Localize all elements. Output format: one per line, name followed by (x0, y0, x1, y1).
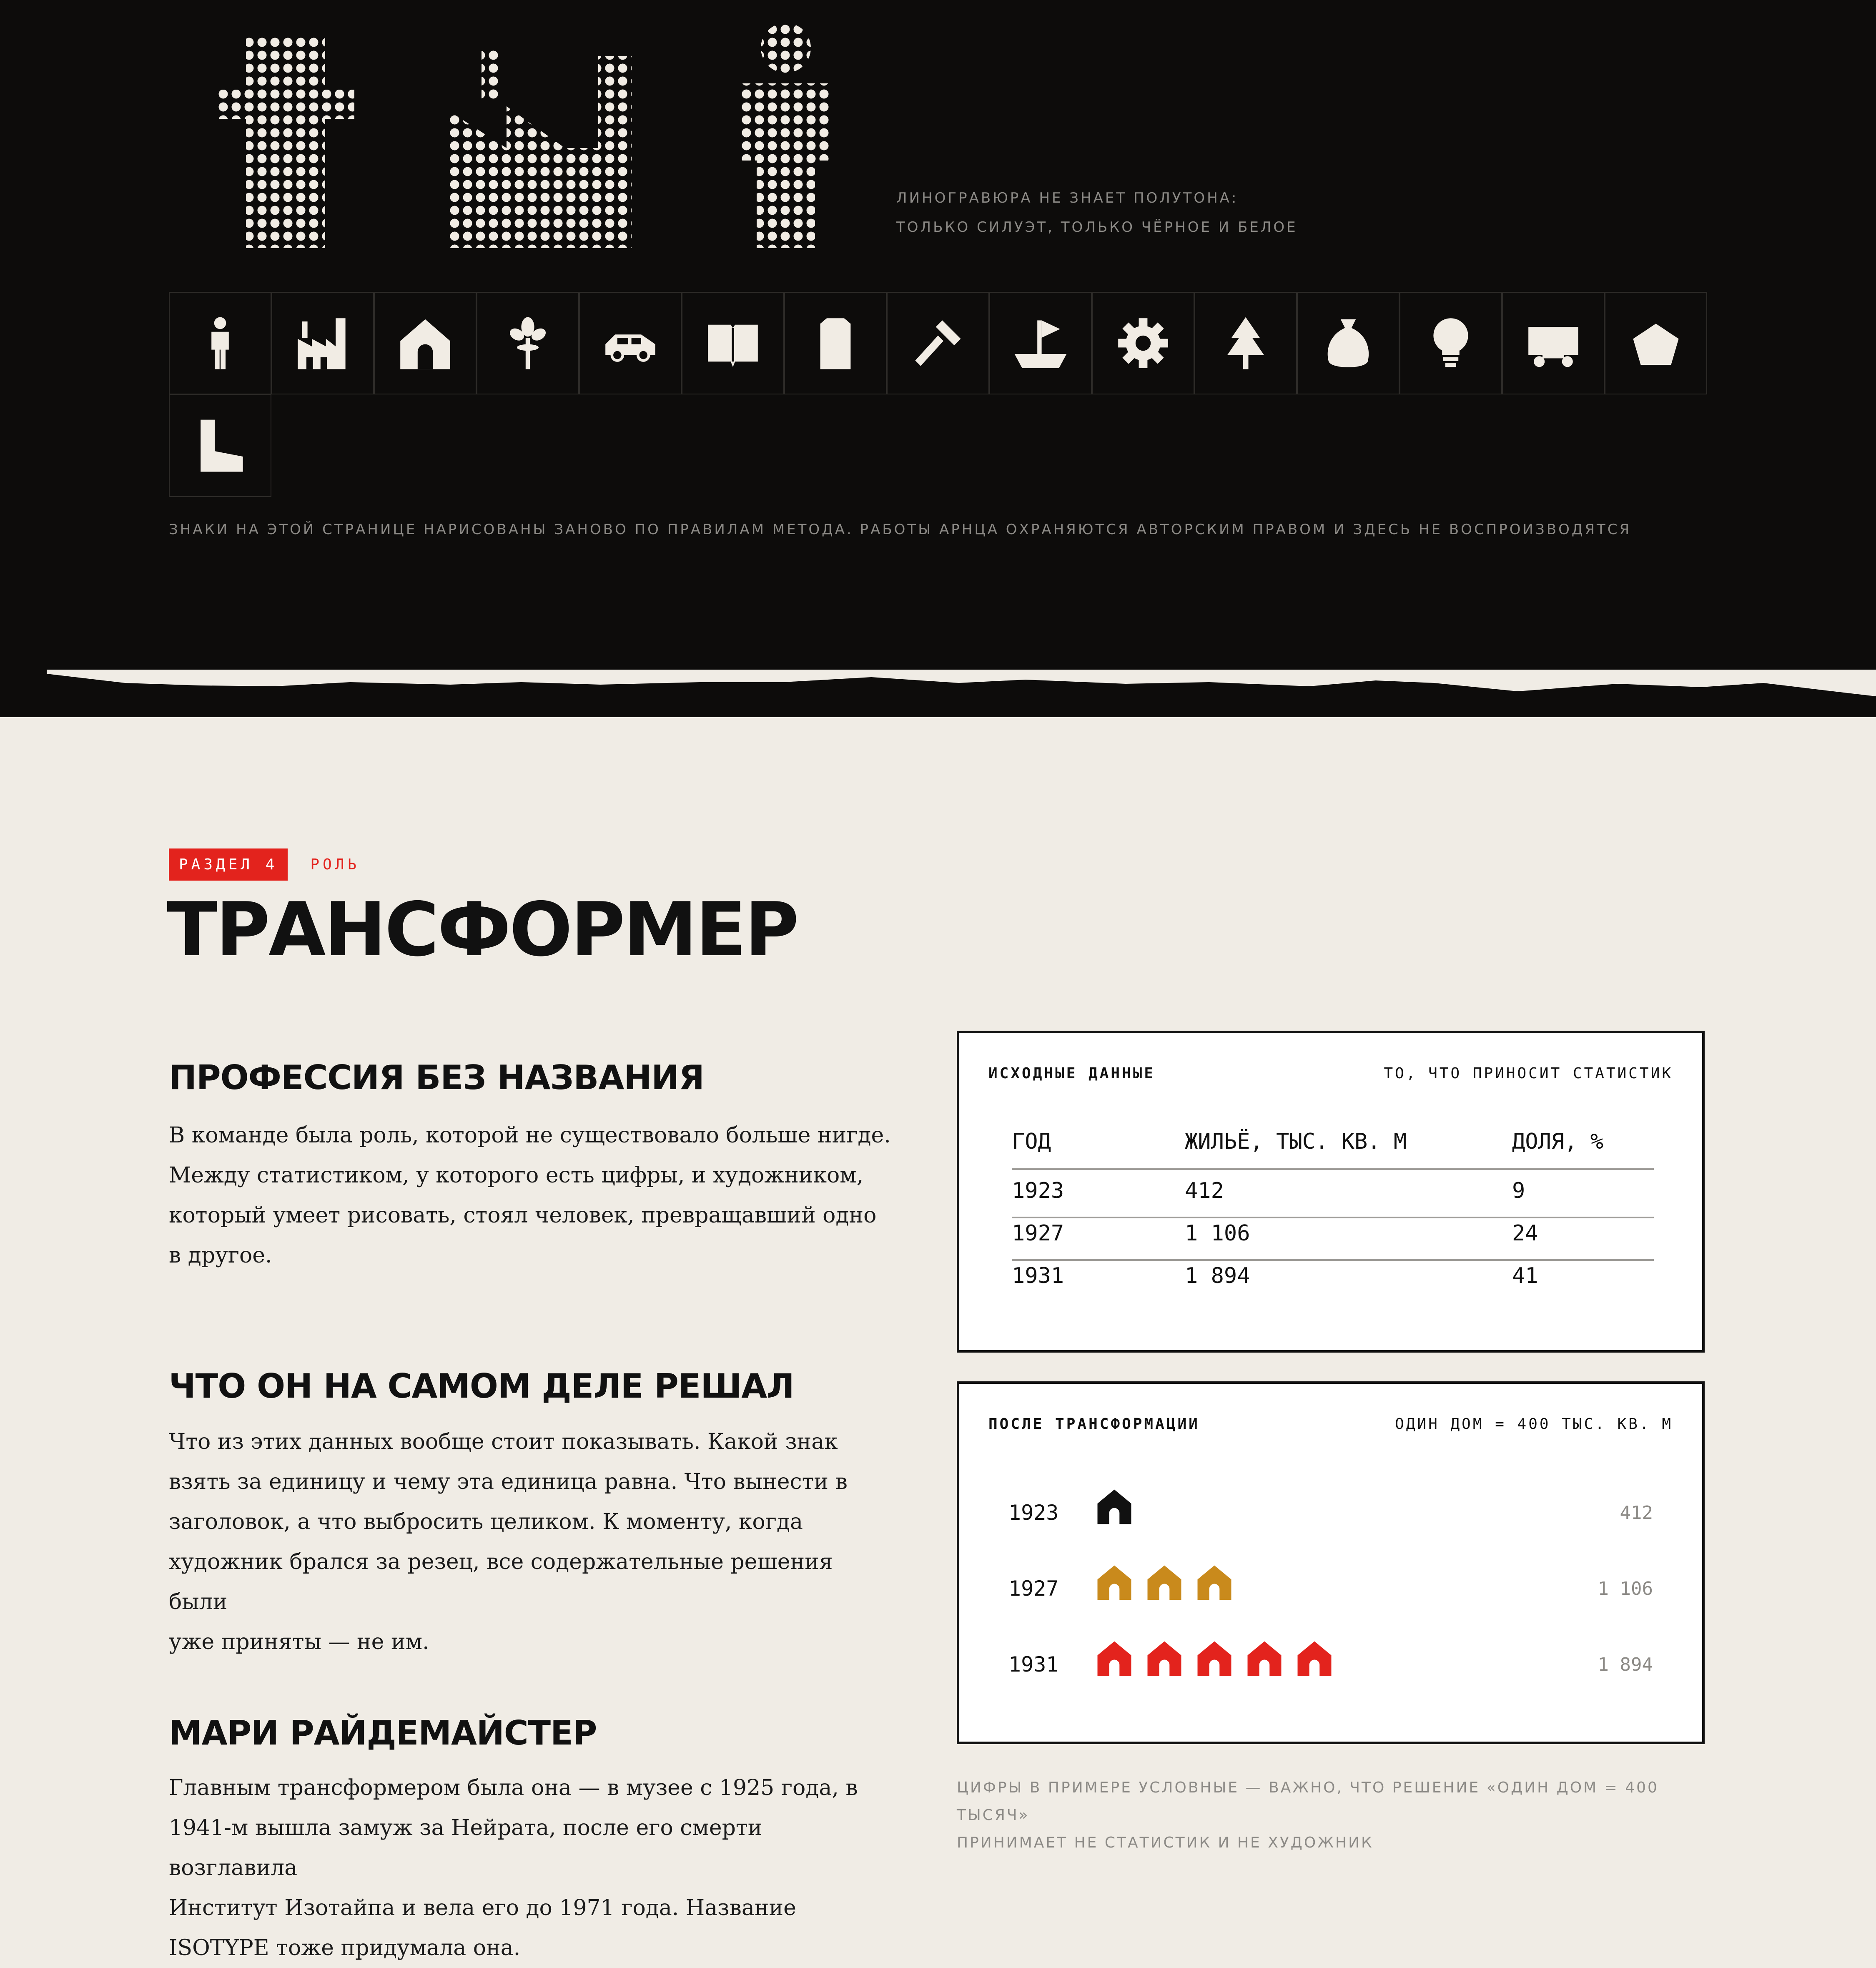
factory-icon (271, 292, 374, 394)
pentagon-icon (1605, 292, 1707, 394)
icon-grid (169, 292, 1707, 497)
column-header-share: ДОЛЯ, % (1512, 1129, 1604, 1154)
halftone-caption-line2: ТОЛЬКО СИЛУЭТ, ТОЛЬКО ЧЁРНОЕ И БЕЛОЕ (896, 219, 1298, 236)
source-card-note: ТО, ЧТО ПРИНОСИТ СТАТИСТИК (1384, 1065, 1673, 1082)
table-divider (1012, 1168, 1654, 1170)
house-icon (1096, 1488, 1133, 1525)
house-icon (1146, 1640, 1183, 1677)
house-icon (1246, 1640, 1283, 1677)
gear-icon (1092, 292, 1194, 394)
column-header-housing: ЖИЛЬЁ, ТЫС. КВ. М (1185, 1129, 1407, 1154)
pictogram-card (957, 1381, 1705, 1744)
table-cell: 41 (1512, 1263, 1538, 1288)
text-line: в другое. (169, 1243, 272, 1268)
shirt-icon (784, 292, 887, 394)
ship-icon (989, 292, 1092, 394)
pictogram-card-note: ОДИН ДОМ = 400 ТЫС. КВ. М (1395, 1416, 1673, 1433)
text-line: художник брался за резец, все содержательные решения были (169, 1549, 833, 1614)
torn-edge-divider (0, 663, 1876, 717)
house-icon (374, 292, 477, 394)
plant-icon (477, 292, 579, 394)
block-heading-reidemeister: МАРИ РАЙДЕМАЙСТЕР (169, 1714, 597, 1752)
text-line: который умеет рисовать, стоял человек, превращавший одно (169, 1203, 877, 1228)
wagon-icon (1502, 292, 1605, 394)
pictogram-row (959, 1564, 1702, 1610)
house-pictograms (1096, 1488, 1146, 1525)
text-line: уже приняты — не им. (169, 1629, 429, 1654)
text-line: В команде была роль, которой не существовало больше нигде. (169, 1123, 891, 1148)
copyright-footnote: ЗНАКИ НА ЭТОЙ СТРАНИЦЕ НАРИСОВАНЫ ЗАНОВО ПО ПРАВИЛАМ МЕТОДА. РАБОТЫ АРНЦА ОХРАНЯЮТСЯ АВТОРСКИМ ПРАВОМ И ЗДЕСЬ НЕ ВОСПРОИЗВОДЯТСЯ (169, 521, 1632, 538)
book-icon (682, 292, 784, 394)
pictogram-card-label: ПОСЛЕ ТРАНСФОРМАЦИИ (988, 1416, 1200, 1433)
source-card-label: ИСХОДНЫЕ ДАННЫЕ (988, 1065, 1156, 1082)
boot-icon (169, 394, 271, 497)
car-icon (579, 292, 682, 394)
text-line: заголовок, а что выбросить целиком. К моменту, когда (169, 1509, 803, 1534)
lightbulb-icon (1399, 292, 1502, 394)
pictogram-value: 1 106 (1598, 1578, 1653, 1599)
sack-icon (1297, 292, 1399, 394)
section-number-badge: РАЗДЕЛ 4 (169, 848, 288, 881)
table-cell: 24 (1512, 1221, 1538, 1246)
text-line: Между статистиком, у которого есть цифры, и художником, (169, 1163, 864, 1188)
pictogram-year: 1923 (1008, 1501, 1059, 1525)
table-divider (1012, 1259, 1654, 1261)
table-cell: 9 (1512, 1178, 1525, 1203)
text-line: взять за единицу и чему эта единица равна. Что вынести в (169, 1469, 848, 1494)
house-icon (1096, 1640, 1133, 1677)
table-cell: 412 (1185, 1178, 1224, 1203)
tree-icon (1194, 292, 1297, 394)
house-icon (1196, 1640, 1233, 1677)
pictogram-row (959, 1488, 1702, 1534)
page-title: ТРАНСФОРМЕР (167, 886, 798, 973)
pictogram-row (959, 1640, 1702, 1686)
text-line: Институт Изотайпа и вела его до 1971 года. Название (169, 1895, 796, 1920)
house-pictograms (1096, 1640, 1346, 1677)
table-divider (1012, 1217, 1654, 1218)
text-line: Что из этих данных вообще стоит показывать. Какой знак (169, 1429, 838, 1454)
pictogram-card-header (988, 1416, 1673, 1433)
house-icon (1296, 1640, 1333, 1677)
pictogram-value: 412 (1620, 1502, 1653, 1524)
house-icon (1146, 1564, 1183, 1601)
disclaimer-line2: ПРИНИМАЕТ НЕ СТАТИСТИК И НЕ ХУДОЖНИК (957, 1834, 1374, 1851)
block-text-decisions (169, 1422, 894, 1662)
block-text-reidemeister (169, 1768, 894, 1968)
house-icon (1196, 1564, 1233, 1601)
column-header-year: ГОД (1012, 1129, 1051, 1154)
house-icon (1096, 1564, 1133, 1601)
source-data-card (957, 1031, 1705, 1353)
section-tag (169, 848, 360, 881)
block-text-profession (169, 1115, 894, 1275)
table-cell: 1 106 (1185, 1221, 1250, 1246)
halftone-caption-line1: ЛИНОГРАВЮРА НЕ ЗНАЕТ ПОЛУТОНА: (896, 190, 1239, 206)
pictogram-year: 1931 (1008, 1652, 1059, 1677)
halftone-caption (896, 183, 1298, 242)
table-cell: 1927 (1012, 1221, 1064, 1246)
house-pictograms (1096, 1564, 1246, 1601)
hammer-icon (887, 292, 989, 394)
table-cell: 1 894 (1185, 1263, 1250, 1288)
section-role-label: РОЛЬ (310, 856, 360, 873)
person-icon (169, 292, 271, 394)
text-line: ISOTYPE тоже придумала она. (169, 1935, 521, 1960)
halftone-shirt-figure (217, 23, 354, 248)
table-cell: 1923 (1012, 1178, 1064, 1203)
disclaimer-line1: ЦИФРЫ В ПРИМЕРЕ УСЛОВНЫЕ — ВАЖНО, ЧТО РЕШЕНИЕ «ОДИН ДОМ = 400 ТЫСЯЧ» (957, 1779, 1659, 1824)
block-heading-decisions: ЧТО ОН НА САМОМ ДЕЛЕ РЕШАЛ (169, 1367, 794, 1406)
dark-header (0, 0, 1876, 713)
text-line: 1941-м вышла замуж за Нейрата, после его смерти возглавила (169, 1815, 762, 1880)
halftone-person-figure (740, 23, 832, 248)
pictogram-year: 1927 (1008, 1576, 1059, 1601)
example-disclaimer (957, 1774, 1707, 1857)
halftone-factory-figure (448, 23, 632, 248)
block-heading-profession: ПРОФЕССИЯ БЕЗ НАЗВАНИЯ (169, 1058, 704, 1097)
source-card-header (988, 1065, 1673, 1082)
table-cell: 1931 (1012, 1263, 1064, 1288)
text-line: Главным трансформером была она — в музее с 1925 года, в (169, 1775, 858, 1800)
pictogram-value: 1 894 (1598, 1654, 1653, 1675)
